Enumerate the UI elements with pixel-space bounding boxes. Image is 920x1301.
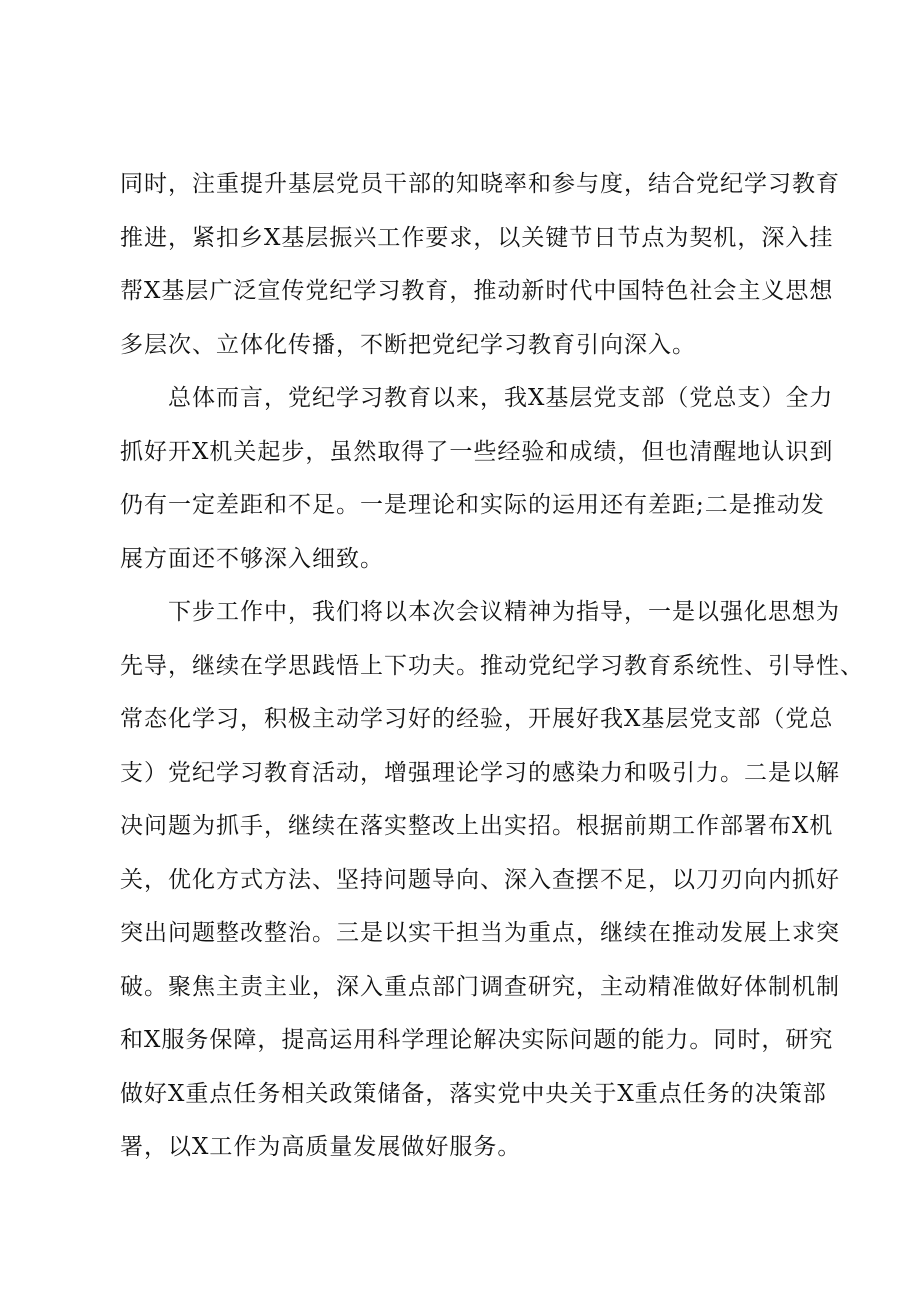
text-line: 常态化学习，积极主动学习好的经验，开展好我X基层党支部（党总 [120, 706, 834, 732]
text-line: 先导，继续在学思践悟上下功夫。推动党纪学习教育系统性、引导性、 [120, 652, 864, 679]
document-body [120, 158, 864, 1175]
paragraph-first-line: 下步工作中，我们将以本次会议精神为指导，一是以强化思想为 [168, 599, 840, 625]
text-line: 同时，注重提升基层党员干部的知晓率和参与度，结合党纪学习教育 [120, 171, 840, 197]
text-line: 突出问题整改整治。三是以实干担当为重点，继续在推动发展上求突 [120, 920, 840, 946]
text-line: 破。聚焦主责主业，深入重点部门调查研究，主动精准做好体制机制 [120, 973, 840, 1000]
text-line: 抓好开X机关起步，虽然取得了一些经验和成绩，但也清醒地认识到 [120, 438, 834, 465]
text-line: 展方面还不够深入细致。 [120, 545, 384, 572]
text-line: 和X服务保障，提高运用科学理论解决实际问题的能力。同时，研究 [120, 1027, 834, 1053]
text-line: 帮X基层广泛宣传党纪学习教育，推动新时代中国特色社会主义思想 [120, 278, 834, 304]
text-line: 署，以X工作为高质量发展做好服务。 [120, 1134, 522, 1160]
text-line: 支）党纪学习教育活动，增强理论学习的感染力和吸引力。二是以解 [120, 759, 840, 786]
text-line: 决问题为抓手，继续在落实整改上出实招。根据前期工作部署布X机 [120, 813, 834, 839]
text-line: 多层次、立体化传播，不断把党纪学习教育引向深入。 [120, 331, 696, 358]
text-line: 仍有一定差距和不足。一是理论和实际的运用还有差距;二是推动发 [120, 492, 825, 518]
text-line: 做好X重点任务相关政策储备，落实党中央关于X重点任务的决策部 [120, 1080, 827, 1107]
text-line: 关，优化方式方法、坚持问题导向、深入查摆不足，以刀刃向内抓好 [120, 866, 840, 893]
text-line: 推进，紧扣乡X基层振兴工作要求，以关键节日节点为契机，深入挂 [120, 224, 834, 251]
paragraph-first-line: 总体而言，党纪学习教育以来，我X基层党支部（党总支）全力 [168, 385, 834, 411]
